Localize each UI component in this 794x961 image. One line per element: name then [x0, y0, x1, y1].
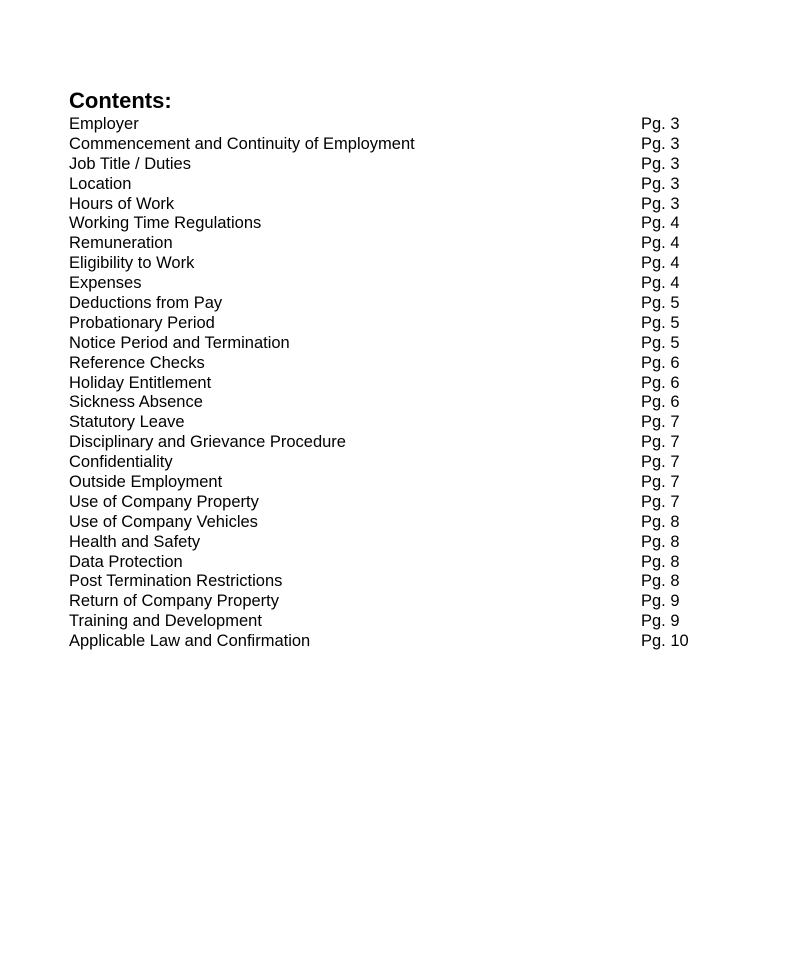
toc-entry-page: Pg. 3 [641, 174, 680, 193]
toc-entry-page: Pg. 8 [641, 572, 680, 591]
toc-entry-page: Pg. 7 [641, 433, 680, 452]
toc-entry-page: Pg. 8 [641, 552, 680, 571]
toc-entry [69, 393, 749, 413]
toc-entry-page: Pg. 6 [641, 353, 680, 372]
toc-entry-page: Pg. 3 [641, 115, 680, 133]
toc-entry [69, 155, 749, 175]
toc-entry [69, 433, 749, 453]
toc-entry-label: Sickness Absence [69, 393, 203, 412]
toc-entry [69, 493, 749, 513]
toc-entry [69, 572, 749, 592]
toc-entry-page: Pg. 7 [641, 473, 680, 492]
toc-entry-page: Pg. 4 [641, 254, 680, 273]
toc-entry-page: Pg. 4 [641, 274, 680, 293]
toc-entry-page: Pg. 6 [641, 373, 680, 392]
toc-entry [69, 254, 749, 274]
toc-entry-label: Commencement and Continuity of Employment [69, 134, 415, 153]
toc-entry [69, 473, 749, 493]
toc-entry [69, 453, 749, 473]
toc-entry [69, 413, 749, 433]
contents-heading: Contents: [69, 88, 172, 113]
toc-entry [69, 274, 749, 294]
toc-entry [69, 533, 749, 553]
toc-entry-page: Pg. 9 [641, 612, 680, 631]
toc-entry [69, 214, 749, 234]
toc-entry-page: Pg. 7 [641, 453, 680, 472]
toc-entry-page: Pg. 9 [641, 592, 680, 611]
toc-entry [69, 354, 749, 374]
toc-entry-label: Holiday Entitlement [69, 373, 212, 392]
toc-entry [69, 135, 749, 155]
toc-entry [69, 314, 749, 334]
toc-entry-label: Training and Development [69, 612, 262, 631]
toc-entry-label: Expenses [69, 274, 142, 293]
toc-entry-label: Return of Company Property [69, 592, 280, 611]
toc-entry-label: Deductions from Pay [69, 294, 223, 313]
toc-entry-label: Statutory Leave [69, 413, 185, 432]
toc-entry-page: Pg. 5 [641, 294, 680, 313]
toc-entry-label: Working Time Regulations [69, 214, 262, 233]
toc-entry-page: Pg. 4 [641, 234, 680, 253]
toc-entry-label: Use of Company Vehicles [69, 512, 258, 531]
toc-entry-page: Pg. 5 [641, 333, 680, 352]
toc-entry [69, 234, 749, 254]
toc-entry-page: Pg. 7 [641, 413, 680, 432]
toc-entry-label: Applicable Law and Confirmation [69, 632, 311, 651]
toc-entry-label: Outside Employment [69, 473, 223, 492]
toc-entry-label: Probationary Period [69, 313, 215, 332]
toc-entry-page: Pg. 7 [641, 492, 680, 511]
toc-entry [69, 632, 749, 652]
toc-entry-page: Pg. 8 [641, 532, 680, 551]
toc-entry-label: Disciplinary and Grievance Procedure [69, 433, 346, 452]
toc-entry [69, 195, 749, 215]
toc-entry-page: Pg. 4 [641, 214, 680, 233]
toc-entry-page: Pg. 3 [641, 194, 680, 213]
toc-entry-label: Remuneration [69, 234, 173, 253]
toc-entry-page: Pg. 3 [641, 154, 680, 173]
toc-entry [69, 294, 749, 314]
toc-entry [69, 175, 749, 195]
toc-entry-label: Eligibility to Work [69, 254, 195, 273]
toc-entry-label: Use of Company Property [69, 492, 259, 511]
toc-entry-page: Pg. 5 [641, 313, 680, 332]
toc-entry-page: Pg. 8 [641, 512, 680, 531]
toc-entry-label: Job Title / Duties [69, 154, 191, 173]
toc-entry-label: Hours of Work [69, 194, 175, 213]
toc-entry-label: Confidentiality [69, 453, 173, 472]
toc-entry [69, 513, 749, 533]
toc-entry [69, 334, 749, 354]
toc-entry-label: Notice Period and Termination [69, 333, 290, 352]
table-of-contents [69, 115, 749, 652]
toc-entry-label: Location [69, 174, 132, 193]
toc-entry [69, 553, 749, 573]
toc-entry-label: Employer [69, 115, 139, 133]
toc-entry-label: Data Protection [69, 552, 183, 571]
toc-entry-label: Health and Safety [69, 532, 201, 551]
toc-entry-page: Pg. 6 [641, 393, 680, 412]
toc-entry [69, 115, 749, 135]
toc-entry-page: Pg. 3 [641, 134, 680, 153]
toc-entry-page: Pg. 10 [641, 632, 689, 651]
toc-entry-label: Reference Checks [69, 353, 205, 372]
toc-entry [69, 592, 749, 612]
toc-entry-label: Post Termination Restrictions [69, 572, 283, 591]
toc-entry [69, 374, 749, 394]
toc-entry [69, 612, 749, 632]
